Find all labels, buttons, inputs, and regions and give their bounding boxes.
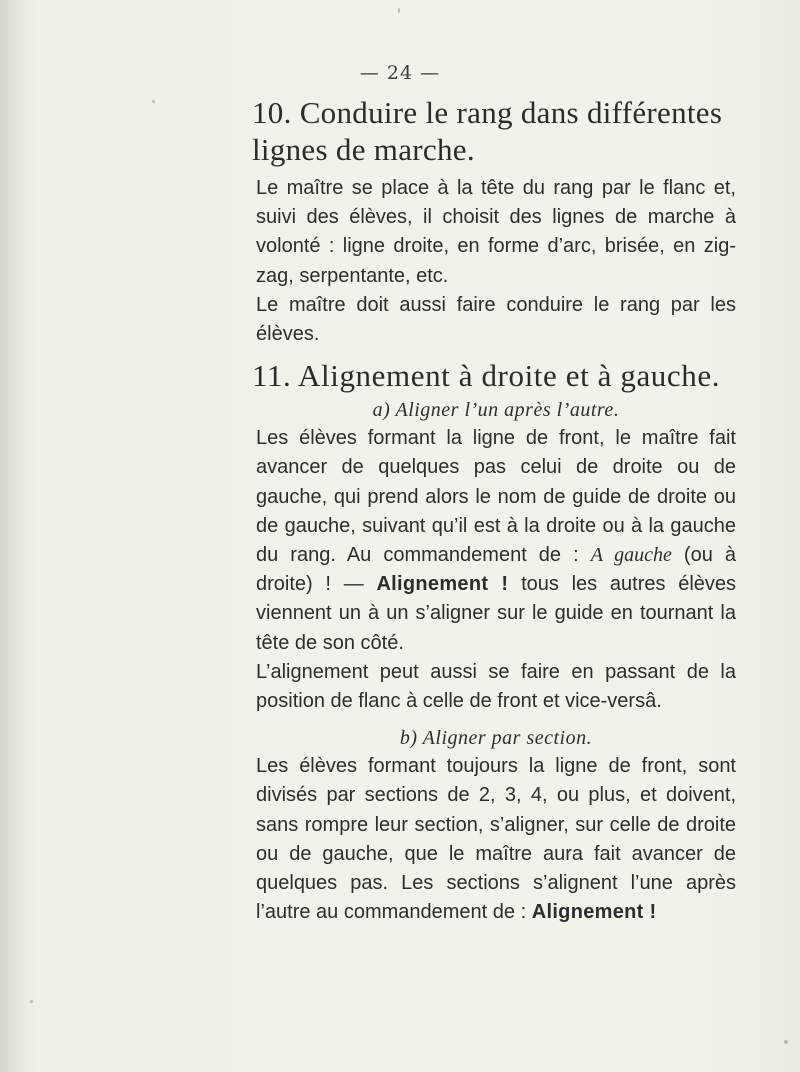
page-number: — 24 — xyxy=(359,62,441,84)
subsection-a-paragraph-2: L’alignement peut aussi se faire en passant de la position de flanc à celle de front et vice-versâ. xyxy=(256,660,736,713)
subsection-a-title: a) Aligner l’un après l’autre. xyxy=(372,399,620,422)
subsection-a-text: Les élèves formant la ligne de front, le maître fait avancer de quelques pas celui de droite ou de gauche, qui prend alors le nom de guide de droite ou de gauche, suivant qu’il est à la droite ou à la gauche du rang. Au commandement de : xyxy=(256,427,736,567)
page-gutter-shadow xyxy=(0,0,28,1072)
section-10-paragraph-2: Le maître doit aussi faire conduire le rang par les élèves. xyxy=(256,293,736,346)
subsection-a-text-end: tous les autres élèves viennent un à un s’aligner sur le guide en tournant la tête de son côté. xyxy=(256,573,737,654)
command-parenthetical: (ou à droite) ! — xyxy=(256,544,736,596)
section-11-heading: 11. Alignement à droite et à gauche. xyxy=(252,358,721,394)
section-10-heading: 10. Conduire le rang dans différentes lignes de marche. xyxy=(252,95,723,167)
section-10-paragraph-1: Le maître se place à la tête du rang par le flanc et, suivi des élèves, il choisit des lignes de marche à volonté : ligne droite, en forme d’arc, brisée, en zig-zag, serpentante, etc. xyxy=(256,177,736,287)
subsection-b-text: Les élèves formant toujours la ligne de front, sont divisés par sections de 2, 3, 4, ou plus, et doivent, sans rompre leur section, s’aligner, sur celle de droite ou de gauche, que le maître aura fait avancer de quelques pas. Les sections s’alignent l’une après l’autre au commandement de : xyxy=(256,755,736,924)
paper-speck xyxy=(152,100,155,103)
paper-speck xyxy=(30,1000,33,1003)
command-alignement: Alignement ! xyxy=(376,573,509,596)
subsection-a-paragraph-1 xyxy=(256,424,736,658)
command-a-gauche: A gauche xyxy=(590,544,672,567)
command-alignement-b: Alignement ! xyxy=(531,901,657,924)
subsection-b-paragraph-1 xyxy=(256,752,736,927)
page-content xyxy=(252,94,737,927)
paper-speck xyxy=(398,8,400,13)
paper-speck xyxy=(784,1040,788,1044)
subsection-b-title: b) Aligner par section. xyxy=(399,727,593,750)
